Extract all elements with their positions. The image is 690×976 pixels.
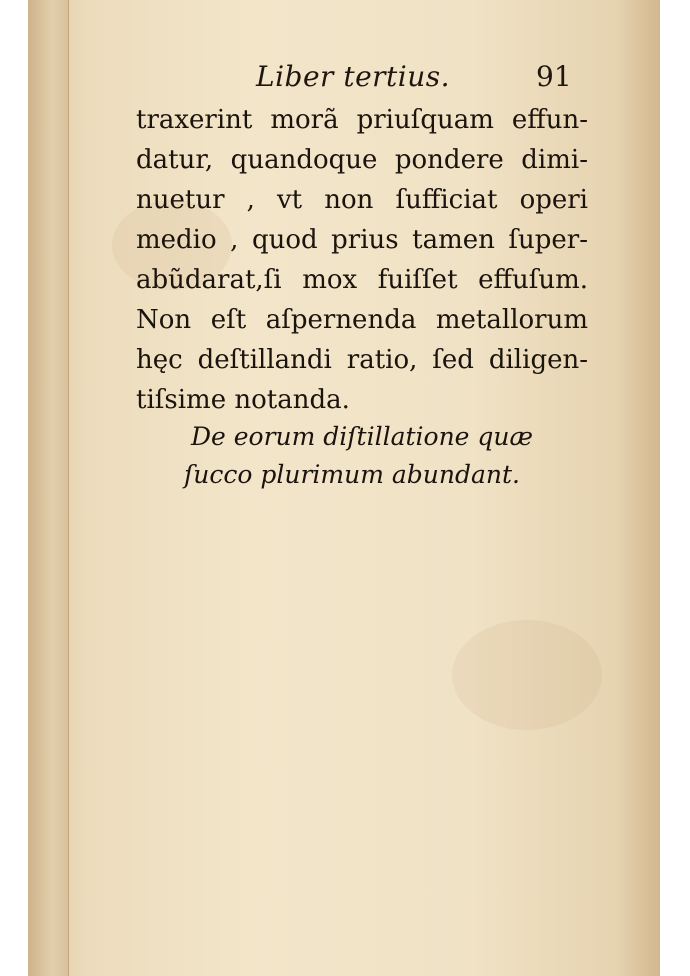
text-line: tiſsime notanda. — [136, 385, 350, 415]
paper-stain — [452, 620, 602, 730]
scanned-page-spread — [28, 0, 660, 976]
text-line: medio , quod prius tamen ſuper- — [136, 225, 588, 255]
running-title: Liber tertius. — [256, 60, 451, 93]
section-heading-line: De eorum diſtillatione quæ — [190, 422, 534, 451]
text-line: abũdarat,ſi mox fuiſſet effuſum. — [136, 265, 588, 295]
text-line: hęc deſtillandi ratio, ſed diligen- — [136, 345, 588, 375]
previous-page-edge — [28, 0, 69, 976]
text-line: datur, quandoque pondere dimi- — [136, 145, 588, 175]
text-line: traxerint morã priuſquam effun- — [136, 105, 588, 135]
running-head — [72, 58, 660, 98]
text-line: nuetur , vt non ſufficiat operi — [136, 185, 588, 215]
page-number: 91 — [536, 60, 572, 93]
text-line: Non eſt aſpernenda metallorum — [136, 305, 588, 335]
page-91 — [72, 0, 660, 976]
section-heading-line: ſucco plurimum abundant. — [184, 460, 520, 489]
